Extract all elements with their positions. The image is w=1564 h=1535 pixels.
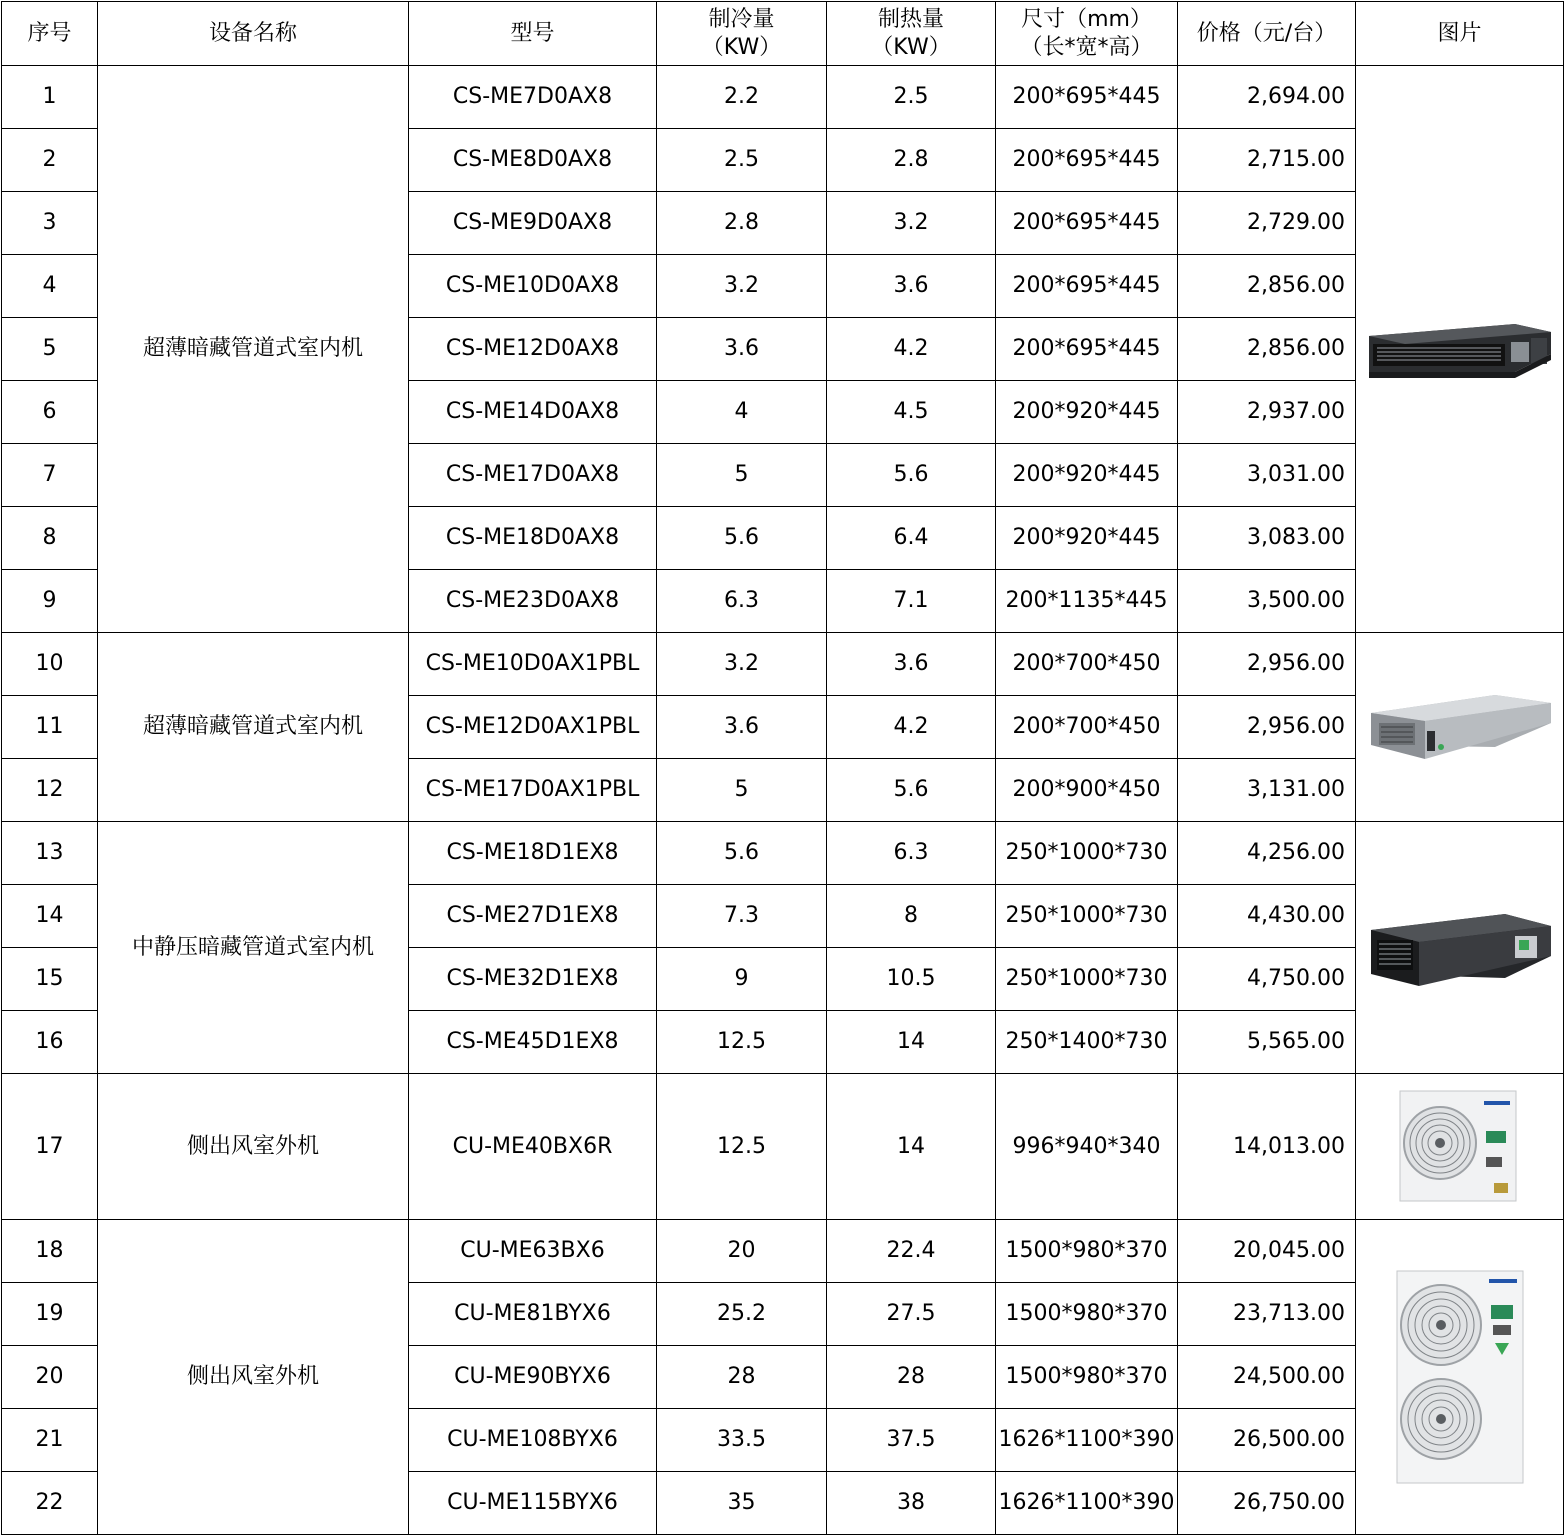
cell-no: 19 bbox=[2, 1283, 98, 1346]
dual-fan-outdoor-unit-icon bbox=[1385, 1267, 1535, 1487]
header-image: 图片 bbox=[1356, 2, 1564, 66]
cell-price: 4,256.00 bbox=[1178, 822, 1356, 885]
cell-price: 23,713.00 bbox=[1178, 1283, 1356, 1346]
cell-size: 250*1000*730 bbox=[996, 948, 1178, 1011]
cell-device-name: 超薄暗藏管道式室内机 bbox=[98, 66, 409, 633]
cell-heating: 8 bbox=[827, 885, 996, 948]
cell-size: 200*695*445 bbox=[996, 255, 1178, 318]
cell-heating: 37.5 bbox=[827, 1409, 996, 1472]
cell-image bbox=[1356, 633, 1564, 822]
price-table bbox=[1, 1, 1564, 1535]
cell-model: CS-ME17D0AX8 bbox=[409, 444, 657, 507]
medium-static-duct-unit-icon bbox=[1365, 908, 1555, 988]
cell-price: 2,694.00 bbox=[1178, 66, 1356, 129]
cell-model: CS-ME14D0AX8 bbox=[409, 381, 657, 444]
cell-heating: 5.6 bbox=[827, 759, 996, 822]
cell-no: 10 bbox=[2, 633, 98, 696]
header-no: 序号 bbox=[2, 2, 98, 66]
cell-size: 250*1000*730 bbox=[996, 885, 1178, 948]
cell-size: 200*695*445 bbox=[996, 66, 1178, 129]
cell-cooling: 2.5 bbox=[657, 129, 827, 192]
header-cooling-line2: （KW） bbox=[701, 34, 782, 60]
cell-image bbox=[1356, 1220, 1564, 1535]
cell-size: 200*1135*445 bbox=[996, 570, 1178, 633]
cell-model: CU-ME40BX6R bbox=[409, 1074, 657, 1220]
cell-cooling: 5 bbox=[657, 444, 827, 507]
cell-cooling: 33.5 bbox=[657, 1409, 827, 1472]
cell-heating: 10.5 bbox=[827, 948, 996, 1011]
cell-heating: 7.1 bbox=[827, 570, 996, 633]
header-size-line1: 尺寸（mm） bbox=[1021, 6, 1152, 32]
cell-model: CS-ME17D0AX1PBL bbox=[409, 759, 657, 822]
cell-cooling: 35 bbox=[657, 1472, 827, 1535]
cell-image bbox=[1356, 822, 1564, 1074]
cell-model: CS-ME18D1EX8 bbox=[409, 822, 657, 885]
cell-heating: 28 bbox=[827, 1346, 996, 1409]
cell-cooling: 2.8 bbox=[657, 192, 827, 255]
cell-image bbox=[1356, 66, 1564, 633]
cell-price: 2,715.00 bbox=[1178, 129, 1356, 192]
cell-cooling: 5.6 bbox=[657, 822, 827, 885]
cell-size: 200*700*450 bbox=[996, 633, 1178, 696]
cell-cooling: 3.6 bbox=[657, 318, 827, 381]
cell-no: 22 bbox=[2, 1472, 98, 1535]
cell-cooling: 2.2 bbox=[657, 66, 827, 129]
cell-model: CS-ME12D0AX8 bbox=[409, 318, 657, 381]
cell-no: 1 bbox=[2, 66, 98, 129]
cell-price: 2,856.00 bbox=[1178, 255, 1356, 318]
header-heating bbox=[827, 2, 996, 66]
cell-image bbox=[1356, 1074, 1564, 1220]
cell-no: 5 bbox=[2, 318, 98, 381]
header-model: 型号 bbox=[409, 2, 657, 66]
cell-size: 250*1000*730 bbox=[996, 822, 1178, 885]
cell-cooling: 3.2 bbox=[657, 255, 827, 318]
header-cooling bbox=[657, 2, 827, 66]
cell-heating: 14 bbox=[827, 1074, 996, 1220]
cell-size: 996*940*340 bbox=[996, 1074, 1178, 1220]
cell-cooling: 3.2 bbox=[657, 633, 827, 696]
cell-model: CS-ME12D0AX1PBL bbox=[409, 696, 657, 759]
cell-heating: 3.6 bbox=[827, 255, 996, 318]
cell-no: 18 bbox=[2, 1220, 98, 1283]
cell-no: 20 bbox=[2, 1346, 98, 1409]
single-fan-outdoor-unit-icon bbox=[1390, 1087, 1530, 1207]
cell-no: 15 bbox=[2, 948, 98, 1011]
cell-price: 2,956.00 bbox=[1178, 696, 1356, 759]
cell-no: 2 bbox=[2, 129, 98, 192]
cell-no: 16 bbox=[2, 1011, 98, 1074]
cell-price: 2,729.00 bbox=[1178, 192, 1356, 255]
cell-model: CS-ME10D0AX1PBL bbox=[409, 633, 657, 696]
cell-size: 1626*1100*390 bbox=[996, 1472, 1178, 1535]
cell-heating: 3.2 bbox=[827, 192, 996, 255]
cell-no: 7 bbox=[2, 444, 98, 507]
cell-no: 9 bbox=[2, 570, 98, 633]
cell-size: 200*920*445 bbox=[996, 507, 1178, 570]
slim-duct-indoor-unit-silver-icon bbox=[1365, 687, 1555, 767]
cell-price: 3,083.00 bbox=[1178, 507, 1356, 570]
cell-cooling: 4 bbox=[657, 381, 827, 444]
cell-cooling: 5.6 bbox=[657, 507, 827, 570]
cell-heating: 5.6 bbox=[827, 444, 996, 507]
table-row bbox=[2, 822, 1564, 885]
cell-no: 17 bbox=[2, 1074, 98, 1220]
cell-heating: 27.5 bbox=[827, 1283, 996, 1346]
cell-price: 24,500.00 bbox=[1178, 1346, 1356, 1409]
cell-no: 4 bbox=[2, 255, 98, 318]
cell-model: CS-ME7D0AX8 bbox=[409, 66, 657, 129]
header-row bbox=[2, 2, 1564, 66]
cell-price: 26,500.00 bbox=[1178, 1409, 1356, 1472]
header-price: 价格（元/台） bbox=[1178, 2, 1356, 66]
header-name: 设备名称 bbox=[98, 2, 409, 66]
cell-model: CS-ME18D0AX8 bbox=[409, 507, 657, 570]
cell-size: 250*1400*730 bbox=[996, 1011, 1178, 1074]
cell-model: CS-ME8D0AX8 bbox=[409, 129, 657, 192]
cell-model: CU-ME115BYX6 bbox=[409, 1472, 657, 1535]
cell-heating: 4.5 bbox=[827, 381, 996, 444]
cell-size: 1500*980*370 bbox=[996, 1220, 1178, 1283]
cell-no: 6 bbox=[2, 381, 98, 444]
cell-heating: 38 bbox=[827, 1472, 996, 1535]
cell-size: 1626*1100*390 bbox=[996, 1409, 1178, 1472]
cell-size: 200*695*445 bbox=[996, 129, 1178, 192]
cell-price: 3,131.00 bbox=[1178, 759, 1356, 822]
header-size bbox=[996, 2, 1178, 66]
cell-device-name: 侧出风室外机 bbox=[98, 1220, 409, 1535]
cell-heating: 6.3 bbox=[827, 822, 996, 885]
cell-model: CU-ME63BX6 bbox=[409, 1220, 657, 1283]
cell-model: CS-ME32D1EX8 bbox=[409, 948, 657, 1011]
cell-no: 3 bbox=[2, 192, 98, 255]
cell-size: 200*695*445 bbox=[996, 318, 1178, 381]
cell-heating: 2.5 bbox=[827, 66, 996, 129]
cell-cooling: 20 bbox=[657, 1220, 827, 1283]
cell-model: CU-ME90BYX6 bbox=[409, 1346, 657, 1409]
cell-model: CS-ME27D1EX8 bbox=[409, 885, 657, 948]
cell-heating: 4.2 bbox=[827, 318, 996, 381]
cell-no: 12 bbox=[2, 759, 98, 822]
header-cooling-line1: 制冷量 bbox=[708, 6, 775, 32]
header-heating-line1: 制热量 bbox=[877, 6, 944, 32]
cell-heating: 6.4 bbox=[827, 507, 996, 570]
cell-heating: 22.4 bbox=[827, 1220, 996, 1283]
cell-no: 14 bbox=[2, 885, 98, 948]
cell-cooling: 28 bbox=[657, 1346, 827, 1409]
cell-price: 2,956.00 bbox=[1178, 633, 1356, 696]
table-row bbox=[2, 1074, 1564, 1220]
cell-cooling: 6.3 bbox=[657, 570, 827, 633]
cell-price: 3,031.00 bbox=[1178, 444, 1356, 507]
cell-device-name: 中静压暗藏管道式室内机 bbox=[98, 822, 409, 1074]
cell-model: CU-ME108BYX6 bbox=[409, 1409, 657, 1472]
cell-device-name: 侧出风室外机 bbox=[98, 1074, 409, 1220]
cell-model: CS-ME23D0AX8 bbox=[409, 570, 657, 633]
cell-no: 13 bbox=[2, 822, 98, 885]
cell-price: 26,750.00 bbox=[1178, 1472, 1356, 1535]
table-row bbox=[2, 66, 1564, 129]
cell-no: 8 bbox=[2, 507, 98, 570]
header-size-line2: （长*宽*高） bbox=[1020, 34, 1153, 60]
cell-no: 11 bbox=[2, 696, 98, 759]
cell-cooling: 25.2 bbox=[657, 1283, 827, 1346]
table-row bbox=[2, 1220, 1564, 1283]
cell-cooling: 12.5 bbox=[657, 1011, 827, 1074]
cell-heating: 4.2 bbox=[827, 696, 996, 759]
cell-price: 3,500.00 bbox=[1178, 570, 1356, 633]
cell-model: CS-ME10D0AX8 bbox=[409, 255, 657, 318]
cell-size: 1500*980*370 bbox=[996, 1346, 1178, 1409]
table-row bbox=[2, 633, 1564, 696]
cell-price: 2,856.00 bbox=[1178, 318, 1356, 381]
cell-cooling: 9 bbox=[657, 948, 827, 1011]
cell-size: 200*695*445 bbox=[996, 192, 1178, 255]
cell-model: CS-ME45D1EX8 bbox=[409, 1011, 657, 1074]
cell-cooling: 3.6 bbox=[657, 696, 827, 759]
cell-no: 21 bbox=[2, 1409, 98, 1472]
cell-size: 200*700*450 bbox=[996, 696, 1178, 759]
header-heating-line2: （KW） bbox=[871, 34, 951, 60]
cell-price: 4,750.00 bbox=[1178, 948, 1356, 1011]
cell-model: CS-ME9D0AX8 bbox=[409, 192, 657, 255]
cell-heating: 3.6 bbox=[827, 633, 996, 696]
cell-cooling: 12.5 bbox=[657, 1074, 827, 1220]
cell-size: 1500*980*370 bbox=[996, 1283, 1178, 1346]
cell-size: 200*920*445 bbox=[996, 444, 1178, 507]
cell-model: CU-ME81BYX6 bbox=[409, 1283, 657, 1346]
cell-heating: 2.8 bbox=[827, 129, 996, 192]
cell-price: 14,013.00 bbox=[1178, 1074, 1356, 1220]
slim-duct-indoor-unit-icon bbox=[1365, 314, 1555, 384]
cell-price: 4,430.00 bbox=[1178, 885, 1356, 948]
cell-price: 2,937.00 bbox=[1178, 381, 1356, 444]
cell-price: 20,045.00 bbox=[1178, 1220, 1356, 1283]
cell-device-name: 超薄暗藏管道式室内机 bbox=[98, 633, 409, 822]
cell-size: 200*920*445 bbox=[996, 381, 1178, 444]
cell-price: 5,565.00 bbox=[1178, 1011, 1356, 1074]
cell-size: 200*900*450 bbox=[996, 759, 1178, 822]
cell-heating: 14 bbox=[827, 1011, 996, 1074]
cell-cooling: 7.3 bbox=[657, 885, 827, 948]
cell-cooling: 5 bbox=[657, 759, 827, 822]
